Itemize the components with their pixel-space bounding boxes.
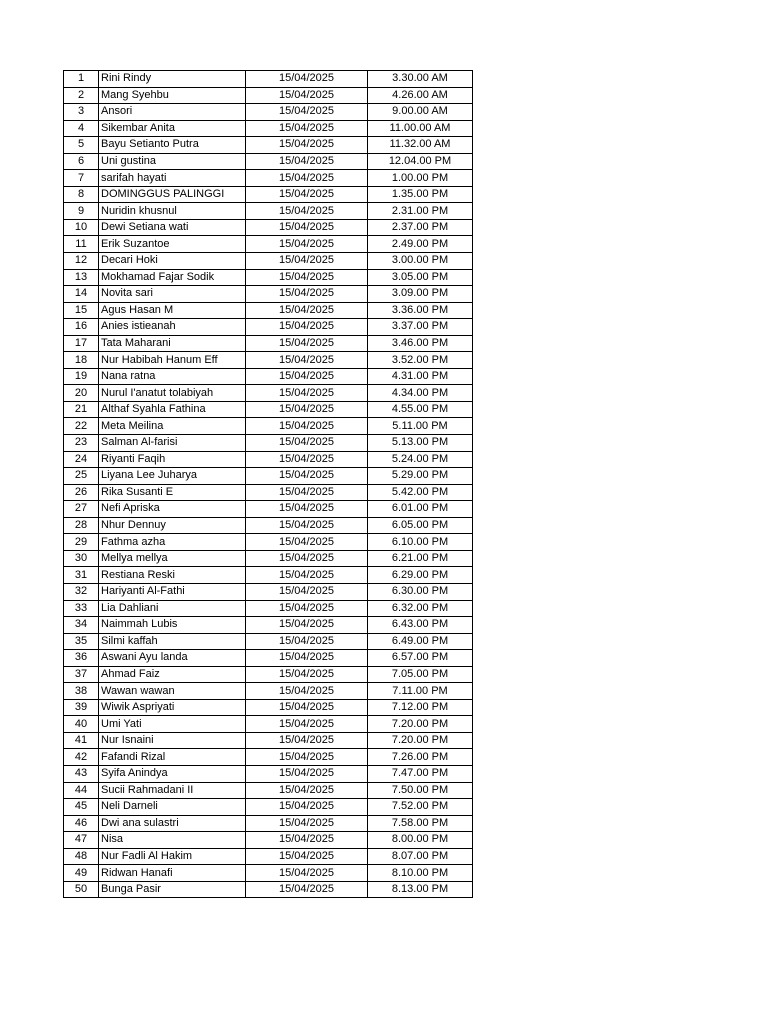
date-cell: 15/04/2025 <box>246 815 368 832</box>
time-cell: 2.37.00 PM <box>368 219 473 236</box>
table-row <box>64 87 473 104</box>
date-cell: 15/04/2025 <box>246 137 368 154</box>
row-number-cell: 20 <box>64 385 99 402</box>
date-cell: 15/04/2025 <box>246 219 368 236</box>
row-number-cell: 18 <box>64 352 99 369</box>
time-cell: 8.10.00 PM <box>368 865 473 882</box>
row-number-cell: 13 <box>64 269 99 286</box>
row-number-cell: 36 <box>64 650 99 667</box>
row-number-cell: 24 <box>64 451 99 468</box>
table-row <box>64 352 473 369</box>
time-cell: 6.05.00 PM <box>368 517 473 534</box>
date-cell: 15/04/2025 <box>246 302 368 319</box>
date-cell: 15/04/2025 <box>246 683 368 700</box>
table-row <box>64 583 473 600</box>
date-cell: 15/04/2025 <box>246 865 368 882</box>
table-row <box>64 253 473 270</box>
attendance-table-body <box>64 71 473 898</box>
row-number-cell: 39 <box>64 699 99 716</box>
row-number-cell: 45 <box>64 799 99 816</box>
date-cell: 15/04/2025 <box>246 881 368 898</box>
name-cell: Althaf Syahla Fathina <box>99 401 246 418</box>
time-cell: 6.32.00 PM <box>368 600 473 617</box>
name-cell: Restiana Reski <box>99 567 246 584</box>
date-cell: 15/04/2025 <box>246 501 368 518</box>
name-cell: Novita sari <box>99 286 246 303</box>
date-cell: 15/04/2025 <box>246 368 368 385</box>
table-row <box>64 104 473 121</box>
row-number-cell: 17 <box>64 335 99 352</box>
name-cell: Nur Fadli Al Hakim <box>99 848 246 865</box>
table-row <box>64 435 473 452</box>
row-number-cell: 2 <box>64 87 99 104</box>
row-number-cell: 42 <box>64 749 99 766</box>
date-cell: 15/04/2025 <box>246 782 368 799</box>
table-row <box>64 319 473 336</box>
date-cell: 15/04/2025 <box>246 468 368 485</box>
name-cell: Agus Hasan M <box>99 302 246 319</box>
date-cell: 15/04/2025 <box>246 186 368 203</box>
date-cell: 15/04/2025 <box>246 170 368 187</box>
date-cell: 15/04/2025 <box>246 633 368 650</box>
time-cell: 3.46.00 PM <box>368 335 473 352</box>
name-cell: Neli Darneli <box>99 799 246 816</box>
date-cell: 15/04/2025 <box>246 451 368 468</box>
name-cell: Anies istieanah <box>99 319 246 336</box>
name-cell: Nana ratna <box>99 368 246 385</box>
name-cell: Dwi ana sulastri <box>99 815 246 832</box>
row-number-cell: 50 <box>64 881 99 898</box>
row-number-cell: 29 <box>64 534 99 551</box>
name-cell: Meta Meilina <box>99 418 246 435</box>
time-cell: 7.20.00 PM <box>368 732 473 749</box>
row-number-cell: 32 <box>64 583 99 600</box>
time-cell: 7.11.00 PM <box>368 683 473 700</box>
row-number-cell: 3 <box>64 104 99 121</box>
time-cell: 4.34.00 PM <box>368 385 473 402</box>
row-number-cell: 10 <box>64 219 99 236</box>
row-number-cell: 27 <box>64 501 99 518</box>
row-number-cell: 47 <box>64 832 99 849</box>
table-row <box>64 765 473 782</box>
time-cell: 7.47.00 PM <box>368 765 473 782</box>
name-cell: DOMINGGUS PALINGGI <box>99 186 246 203</box>
time-cell: 7.58.00 PM <box>368 815 473 832</box>
date-cell: 15/04/2025 <box>246 583 368 600</box>
name-cell: Erik Suzantoe <box>99 236 246 253</box>
date-cell: 15/04/2025 <box>246 71 368 88</box>
date-cell: 15/04/2025 <box>246 418 368 435</box>
time-cell: 3.52.00 PM <box>368 352 473 369</box>
name-cell: Decari Hoki <box>99 253 246 270</box>
name-cell: Aswani Ayu landa <box>99 650 246 667</box>
row-number-cell: 49 <box>64 865 99 882</box>
time-cell: 1.00.00 PM <box>368 170 473 187</box>
row-number-cell: 4 <box>64 120 99 137</box>
name-cell: Ridwan Hanafi <box>99 865 246 882</box>
row-number-cell: 9 <box>64 203 99 220</box>
date-cell: 15/04/2025 <box>246 600 368 617</box>
date-cell: 15/04/2025 <box>246 435 368 452</box>
table-row <box>64 368 473 385</box>
table-row <box>64 236 473 253</box>
row-number-cell: 23 <box>64 435 99 452</box>
name-cell: Naimmah Lubis <box>99 617 246 634</box>
time-cell: 5.42.00 PM <box>368 484 473 501</box>
time-cell: 3.09.00 PM <box>368 286 473 303</box>
name-cell: Syifa Anindya <box>99 765 246 782</box>
name-cell: Sikembar Anita <box>99 120 246 137</box>
time-cell: 4.55.00 PM <box>368 401 473 418</box>
row-number-cell: 43 <box>64 765 99 782</box>
row-number-cell: 22 <box>64 418 99 435</box>
row-number-cell: 1 <box>64 71 99 88</box>
table-row <box>64 501 473 518</box>
time-cell: 6.29.00 PM <box>368 567 473 584</box>
name-cell: Ahmad Faiz <box>99 666 246 683</box>
date-cell: 15/04/2025 <box>246 385 368 402</box>
table-row <box>64 137 473 154</box>
table-row <box>64 451 473 468</box>
table-row <box>64 186 473 203</box>
name-cell: Tata Maharani <box>99 335 246 352</box>
name-cell: Sucii Rahmadani II <box>99 782 246 799</box>
date-cell: 15/04/2025 <box>246 550 368 567</box>
name-cell: Silmi kaffah <box>99 633 246 650</box>
row-number-cell: 5 <box>64 137 99 154</box>
date-cell: 15/04/2025 <box>246 153 368 170</box>
date-cell: 15/04/2025 <box>246 650 368 667</box>
time-cell: 3.30.00 AM <box>368 71 473 88</box>
table-row <box>64 302 473 319</box>
time-cell: 6.43.00 PM <box>368 617 473 634</box>
name-cell: Rika Susanti E <box>99 484 246 501</box>
table-row <box>64 650 473 667</box>
table-row <box>64 550 473 567</box>
name-cell: Hariyanti Al-Fathi <box>99 583 246 600</box>
name-cell: Uni gustina <box>99 153 246 170</box>
name-cell: Nur Isnaini <box>99 732 246 749</box>
date-cell: 15/04/2025 <box>246 335 368 352</box>
time-cell: 11.32.00 AM <box>368 137 473 154</box>
row-number-cell: 7 <box>64 170 99 187</box>
name-cell: Fafandi Rizal <box>99 749 246 766</box>
row-number-cell: 15 <box>64 302 99 319</box>
table-row <box>64 799 473 816</box>
table-row <box>64 203 473 220</box>
time-cell: 6.01.00 PM <box>368 501 473 518</box>
date-cell: 15/04/2025 <box>246 848 368 865</box>
name-cell: Dewi Setiana wati <box>99 219 246 236</box>
date-cell: 15/04/2025 <box>246 517 368 534</box>
table-row <box>64 468 473 485</box>
table-row <box>64 120 473 137</box>
time-cell: 7.26.00 PM <box>368 749 473 766</box>
time-cell: 3.05.00 PM <box>368 269 473 286</box>
row-number-cell: 28 <box>64 517 99 534</box>
time-cell: 6.10.00 PM <box>368 534 473 551</box>
name-cell: Riyanti Faqih <box>99 451 246 468</box>
table-row <box>64 716 473 733</box>
date-cell: 15/04/2025 <box>246 534 368 551</box>
date-cell: 15/04/2025 <box>246 120 368 137</box>
time-cell: 6.57.00 PM <box>368 650 473 667</box>
table-row <box>64 683 473 700</box>
table-row <box>64 484 473 501</box>
row-number-cell: 34 <box>64 617 99 634</box>
name-cell: Mellya mellya <box>99 550 246 567</box>
name-cell: Nuridin khusnul <box>99 203 246 220</box>
date-cell: 15/04/2025 <box>246 699 368 716</box>
table-row <box>64 782 473 799</box>
time-cell: 11.00.00 AM <box>368 120 473 137</box>
row-number-cell: 12 <box>64 253 99 270</box>
time-cell: 5.24.00 PM <box>368 451 473 468</box>
row-number-cell: 30 <box>64 550 99 567</box>
table-row <box>64 749 473 766</box>
name-cell: Fathma azha <box>99 534 246 551</box>
row-number-cell: 41 <box>64 732 99 749</box>
date-cell: 15/04/2025 <box>246 319 368 336</box>
row-number-cell: 14 <box>64 286 99 303</box>
table-row <box>64 219 473 236</box>
table-row <box>64 600 473 617</box>
time-cell: 4.26.00 AM <box>368 87 473 104</box>
date-cell: 15/04/2025 <box>246 716 368 733</box>
row-number-cell: 40 <box>64 716 99 733</box>
date-cell: 15/04/2025 <box>246 832 368 849</box>
time-cell: 8.00.00 PM <box>368 832 473 849</box>
name-cell: Nefi Apriska <box>99 501 246 518</box>
name-cell: Ansori <box>99 104 246 121</box>
table-row <box>64 170 473 187</box>
name-cell: Nurul I'anatut tolabiyah <box>99 385 246 402</box>
time-cell: 6.49.00 PM <box>368 633 473 650</box>
row-number-cell: 6 <box>64 153 99 170</box>
table-row <box>64 633 473 650</box>
date-cell: 15/04/2025 <box>246 203 368 220</box>
table-row <box>64 269 473 286</box>
name-cell: Salman Al-farisi <box>99 435 246 452</box>
row-number-cell: 8 <box>64 186 99 203</box>
name-cell: Liyana Lee Juharya <box>99 468 246 485</box>
time-cell: 7.12.00 PM <box>368 699 473 716</box>
row-number-cell: 19 <box>64 368 99 385</box>
table-row <box>64 286 473 303</box>
table-row <box>64 71 473 88</box>
name-cell: Bayu Setianto Putra <box>99 137 246 154</box>
name-cell: sarifah hayati <box>99 170 246 187</box>
date-cell: 15/04/2025 <box>246 666 368 683</box>
date-cell: 15/04/2025 <box>246 253 368 270</box>
date-cell: 15/04/2025 <box>246 749 368 766</box>
date-cell: 15/04/2025 <box>246 617 368 634</box>
table-row <box>64 418 473 435</box>
date-cell: 15/04/2025 <box>246 799 368 816</box>
name-cell: Rini Rindy <box>99 71 246 88</box>
table-row <box>64 699 473 716</box>
time-cell: 8.13.00 PM <box>368 881 473 898</box>
date-cell: 15/04/2025 <box>246 104 368 121</box>
time-cell: 2.31.00 PM <box>368 203 473 220</box>
time-cell: 8.07.00 PM <box>368 848 473 865</box>
time-cell: 5.11.00 PM <box>368 418 473 435</box>
time-cell: 6.30.00 PM <box>368 583 473 600</box>
table-row <box>64 617 473 634</box>
name-cell: Nisa <box>99 832 246 849</box>
name-cell: Nur Habibah Hanum Eff <box>99 352 246 369</box>
table-row <box>64 385 473 402</box>
time-cell: 1.35.00 PM <box>368 186 473 203</box>
table-row <box>64 865 473 882</box>
table-row <box>64 848 473 865</box>
table-row <box>64 401 473 418</box>
date-cell: 15/04/2025 <box>246 269 368 286</box>
date-cell: 15/04/2025 <box>246 87 368 104</box>
time-cell: 2.49.00 PM <box>368 236 473 253</box>
date-cell: 15/04/2025 <box>246 484 368 501</box>
time-cell: 3.36.00 PM <box>368 302 473 319</box>
row-number-cell: 38 <box>64 683 99 700</box>
time-cell: 5.29.00 PM <box>368 468 473 485</box>
date-cell: 15/04/2025 <box>246 401 368 418</box>
table-row <box>64 666 473 683</box>
row-number-cell: 26 <box>64 484 99 501</box>
row-number-cell: 31 <box>64 567 99 584</box>
time-cell: 6.21.00 PM <box>368 550 473 567</box>
time-cell: 7.52.00 PM <box>368 799 473 816</box>
date-cell: 15/04/2025 <box>246 352 368 369</box>
table-row <box>64 517 473 534</box>
time-cell: 12.04.00 PM <box>368 153 473 170</box>
name-cell: Bunga Pasir <box>99 881 246 898</box>
table-row <box>64 153 473 170</box>
row-number-cell: 48 <box>64 848 99 865</box>
date-cell: 15/04/2025 <box>246 765 368 782</box>
date-cell: 15/04/2025 <box>246 567 368 584</box>
name-cell: Lia Dahliani <box>99 600 246 617</box>
time-cell: 5.13.00 PM <box>368 435 473 452</box>
time-cell: 7.50.00 PM <box>368 782 473 799</box>
name-cell: Wawan wawan <box>99 683 246 700</box>
time-cell: 9.00.00 AM <box>368 104 473 121</box>
date-cell: 15/04/2025 <box>246 236 368 253</box>
row-number-cell: 44 <box>64 782 99 799</box>
time-cell: 7.05.00 PM <box>368 666 473 683</box>
attendance-table <box>63 70 473 898</box>
row-number-cell: 37 <box>64 666 99 683</box>
row-number-cell: 25 <box>64 468 99 485</box>
table-row <box>64 732 473 749</box>
table-row <box>64 534 473 551</box>
name-cell: Mang Syehbu <box>99 87 246 104</box>
row-number-cell: 16 <box>64 319 99 336</box>
table-row <box>64 335 473 352</box>
name-cell: Wiwik Aspriyati <box>99 699 246 716</box>
table-row <box>64 832 473 849</box>
time-cell: 4.31.00 PM <box>368 368 473 385</box>
table-row <box>64 567 473 584</box>
row-number-cell: 21 <box>64 401 99 418</box>
date-cell: 15/04/2025 <box>246 732 368 749</box>
name-cell: Mokhamad Fajar Sodik <box>99 269 246 286</box>
row-number-cell: 11 <box>64 236 99 253</box>
table-row <box>64 815 473 832</box>
time-cell: 3.00.00 PM <box>368 253 473 270</box>
row-number-cell: 33 <box>64 600 99 617</box>
row-number-cell: 46 <box>64 815 99 832</box>
time-cell: 7.20.00 PM <box>368 716 473 733</box>
date-cell: 15/04/2025 <box>246 286 368 303</box>
name-cell: Nhur Dennuy <box>99 517 246 534</box>
time-cell: 3.37.00 PM <box>368 319 473 336</box>
name-cell: Umi Yati <box>99 716 246 733</box>
row-number-cell: 35 <box>64 633 99 650</box>
table-row <box>64 881 473 898</box>
